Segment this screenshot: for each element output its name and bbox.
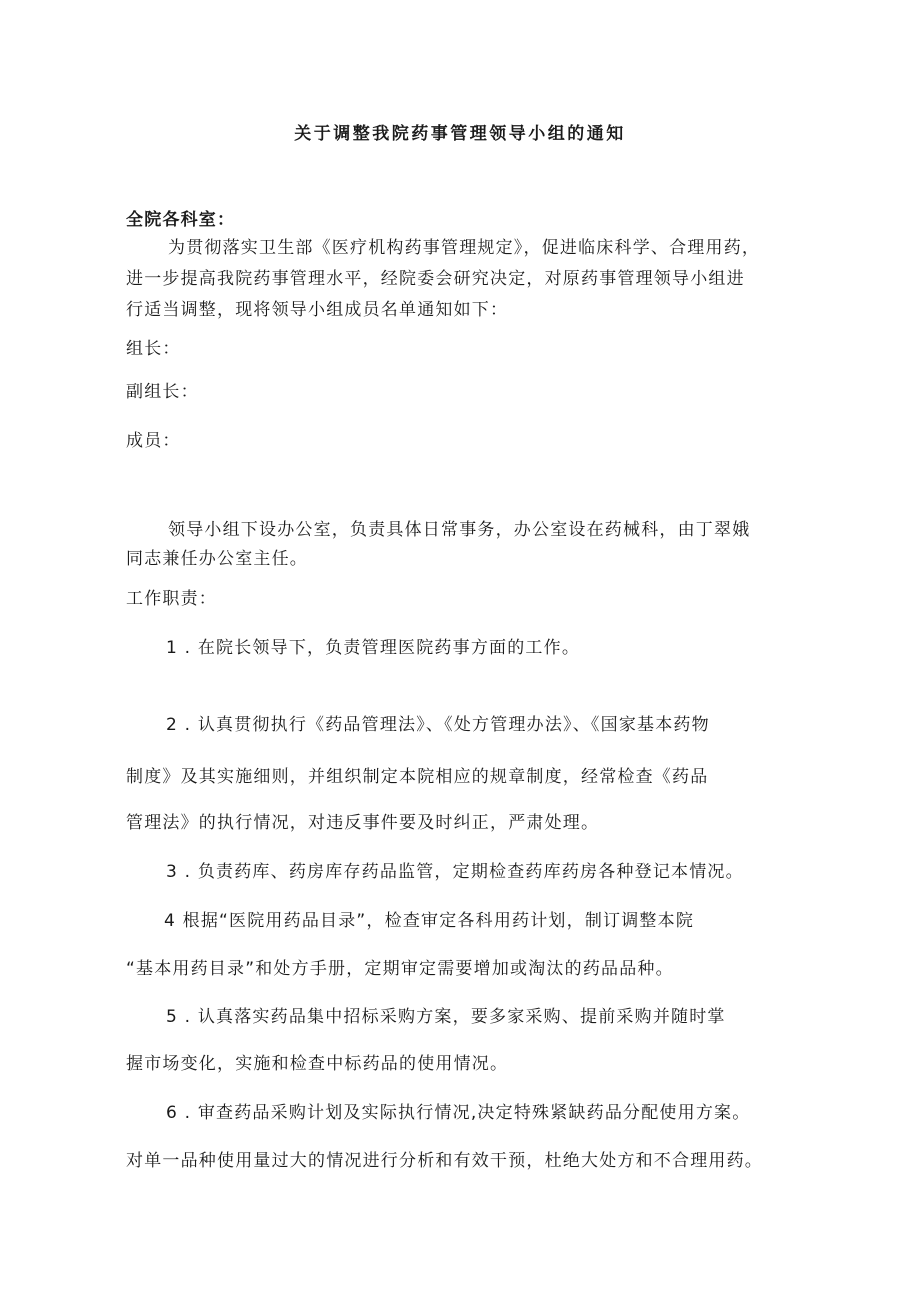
duty-item: 1 . 在院长领导下，负责管理医院药事方面的工作。 [166,638,581,658]
intro-line: 进一步提高我院药事管理水平，经院委会研究决定，对原药事管理领导小组进 [126,269,745,289]
duty-item-line: “基本用药目录”和处方手册，定期审定需要增加或淘汰的药品品种。 [126,959,674,979]
duty-item: 3 . 负责药库、药房库存药品监管，定期检查药库药房各种登记本情况。 [166,862,744,882]
duty-item: 6 . 审查药品采购计划及实际执行情况,决定特殊紧缺药品分配使用方案。 [166,1103,751,1123]
office-line: 领导小组下设办公室，负责具体日常事务，办公室设在药械科，由丁翠娥 [168,520,751,540]
duty-item-line: 制度》及其实施细则，并组织制定本院相应的规章制度，经常检查《药品 [126,767,709,787]
office-line: 同志兼任办公室主任。 [126,549,308,569]
salutation: 全院各科室： [126,210,236,230]
duty-item: 5 . 认真落实药品集中招标采购方案，要多家采购、提前采购并随时掌 [166,1007,726,1027]
duties-heading: 工作职责： [126,589,217,609]
page-title: 关于调整我院药事管理领导小组的通知 [294,124,626,144]
intro-line: 为贯彻落实卫生部《医疗机构药事管理规定》，促进临床科学、合理用药， [168,238,761,258]
duty-item-line: 对单一品种使用量过大的情况进行分析和有效干预，杜绝大处方和不合理用药。 [126,1151,763,1171]
duty-item-line: 握市场变化，实施和检查中标药品的使用情况。 [126,1054,509,1074]
duty-item-line: 管理法》的执行情况，对违反事件要及时纠正，严肃处理。 [126,813,600,833]
members-label: 成员： [126,431,181,451]
intro-line: 行适当调整，现将领导小组成员名单通知如下： [126,300,509,320]
vice-leader-label: 副组长： [126,382,199,402]
leader-label: 组长： [126,339,181,359]
duty-item: 2 . 认真贯彻执行《药品管理法》、《处方管理办法》、《国家基本药物 [166,715,710,735]
duty-item: 4 根据“医院用药品目录”，检查审定各科用药计划，制订调整本院 [164,911,695,931]
